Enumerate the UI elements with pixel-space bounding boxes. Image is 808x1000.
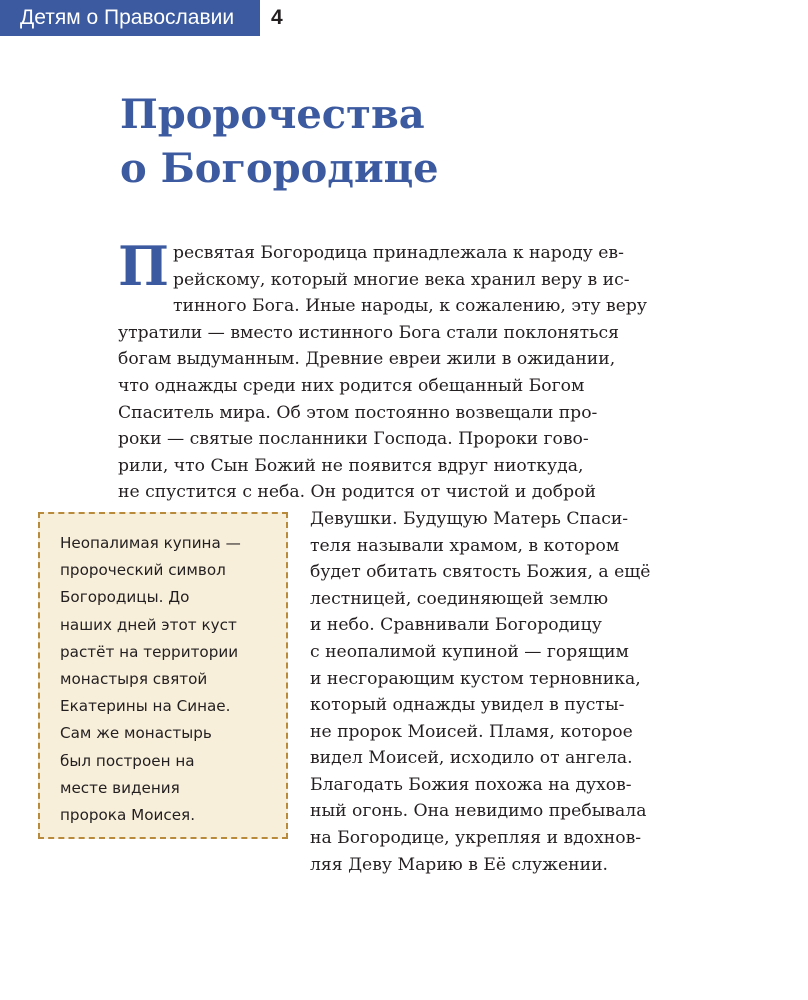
- text-line: который однажды увидел в пусты-: [310, 695, 625, 716]
- sidebar-line: месте видения: [60, 778, 180, 797]
- sidebar-line: монастыря святой: [60, 670, 208, 689]
- sidebar-line: пророка Моисея.: [60, 806, 196, 825]
- text-line: и несгорающим кустом терновника,: [310, 668, 641, 689]
- text-line: рейскому, который многие века хранил веру в ис-: [173, 269, 630, 290]
- page-number: 4: [271, 6, 283, 29]
- text-line: ресвятая Богородица принадлежала к народу ев-: [173, 243, 624, 263]
- sidebar-line: растёт на территории: [60, 642, 239, 661]
- sidebar-line: Екатерины на Синае.: [60, 697, 231, 716]
- sidebar-line: Сам же монастырь: [60, 724, 212, 743]
- text-line: тинного Бога. Иные народы, к сожалению, эту веру: [173, 296, 647, 317]
- text-line: Благодать Божия похожа на духов-: [310, 774, 632, 795]
- text-line: ный огонь. Она невидимо пребывала: [310, 801, 647, 822]
- text-line: теля называли храмом, в котором: [310, 535, 620, 556]
- text-line: лестницей, соединяющей землю: [310, 588, 609, 609]
- text-line: будет обитать святость Божия, а ещё: [310, 562, 651, 583]
- sidebar-line: был построен на: [60, 751, 195, 770]
- page-title: [120, 88, 439, 196]
- text-line: с неопалимой купиной — горящим: [310, 641, 629, 662]
- drop-cap: П: [118, 234, 169, 298]
- sidebar-line: наших дней этот куст: [60, 615, 237, 634]
- text-line: не пророк Моисей. Пламя, которое: [310, 721, 633, 742]
- title-line: о Богородице: [120, 145, 439, 192]
- section-header: [0, 0, 260, 36]
- text-line: роки — святые посланники Господа. Пророки гово-: [118, 429, 589, 450]
- section-title: Детям о Православии: [20, 6, 235, 29]
- sidebar-line: Неопалимая купина —: [60, 534, 241, 552]
- text-line: ляя Деву Марию в Её служении.: [310, 854, 608, 875]
- title-line: Пророчества: [120, 91, 425, 138]
- text-line: и небо. Сравнивали Богородицу: [310, 615, 602, 636]
- text-line: не спустится с неба. Он родится от чистой и доброй: [118, 482, 596, 503]
- text-line: что однажды среди них родится обещанный Богом: [118, 375, 585, 396]
- sidebar-line: пророческий символ: [60, 561, 226, 580]
- text-line: видел Моисей, исходило от ангела.: [310, 748, 633, 769]
- text-line: богам выдуманным. Древние евреи жили в ожидании,: [118, 349, 616, 370]
- info-sidebar: [38, 512, 288, 839]
- sidebar-line: Богородицы. До: [60, 588, 190, 607]
- text-line: рили, что Сын Божий не появится вдруг ниоткуда,: [118, 455, 584, 476]
- text-line: Спаситель мира. Об этом постоянно возвещали про-: [118, 402, 598, 423]
- text-line: утратили — вместо истинного Бога стали поклоняться: [118, 322, 619, 343]
- text-line: Девушки. Будущую Матерь Спаси-: [310, 508, 629, 529]
- text-line: на Богородице, укрепляя и вдохнов-: [310, 828, 642, 849]
